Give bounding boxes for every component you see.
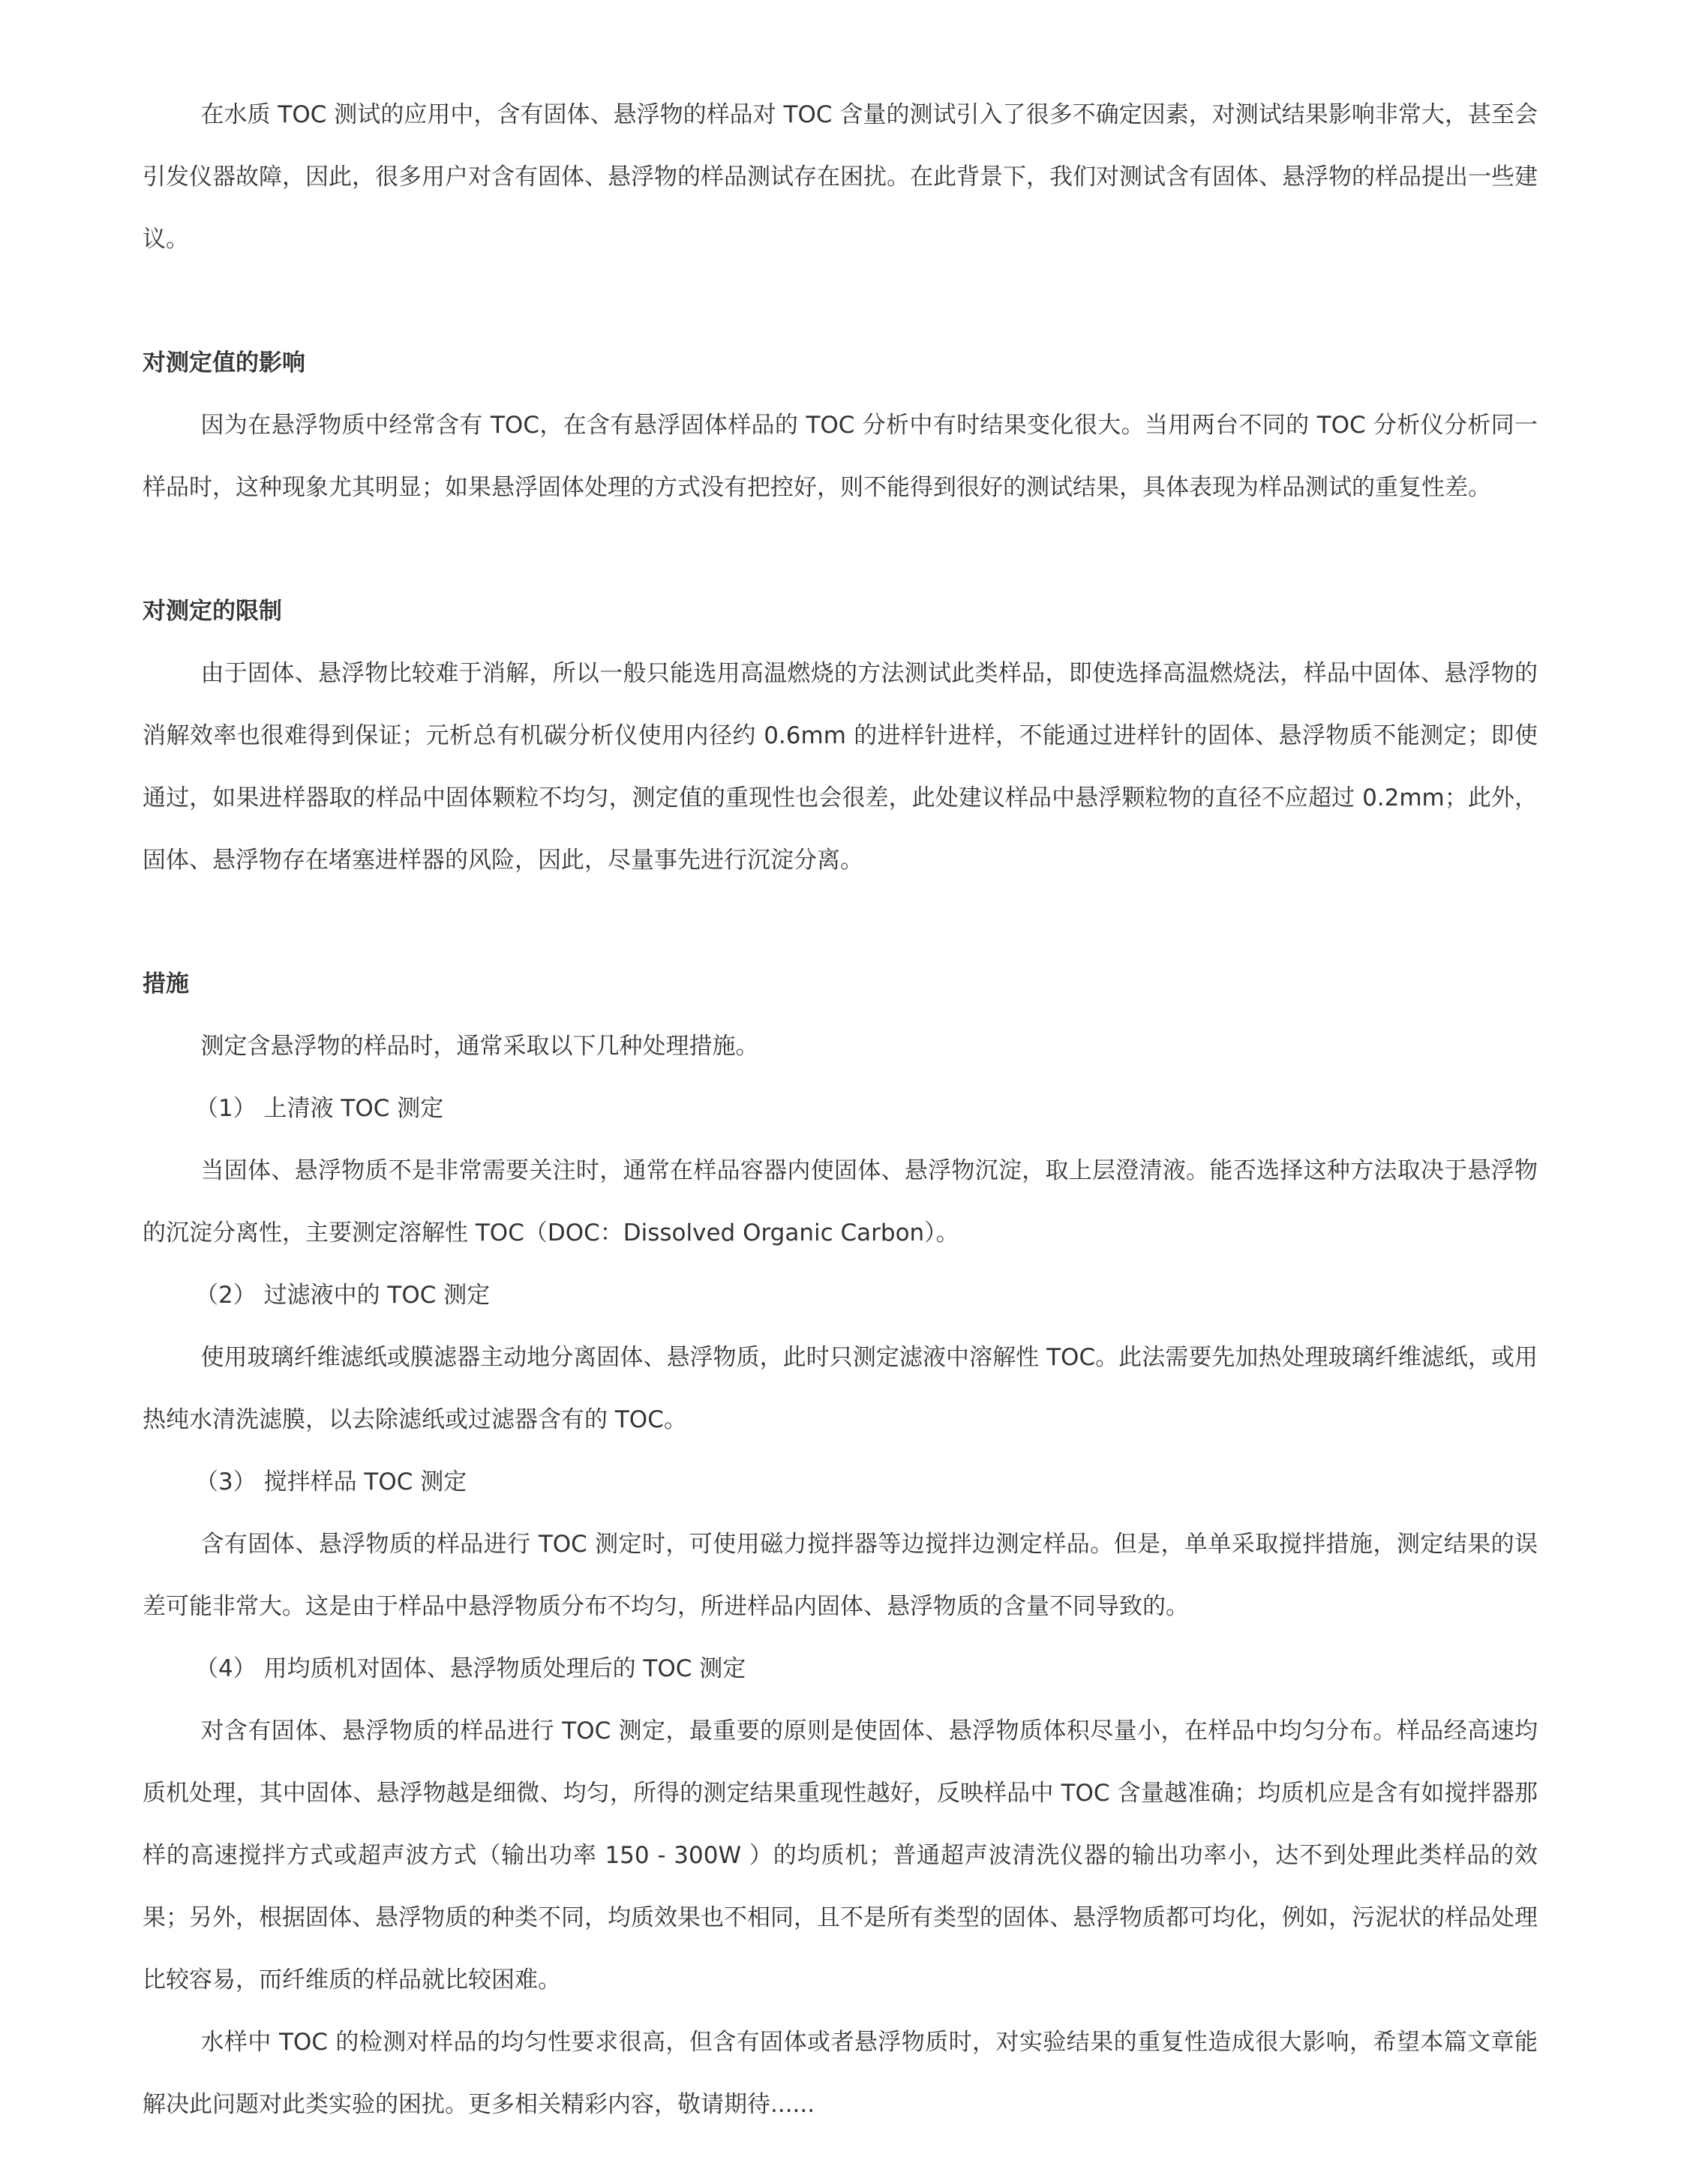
measure-item-body-2: 使用玻璃纤维滤纸或膜滤器主动地分离固体、悬浮物质，此时只测定滤液中溶解性 TOC。此法需要先加热处理玻璃纤维滤纸，或用热纯水清洗滤膜，以去除滤纸或过滤器含有的 TOC。 — [143, 1344, 1538, 1433]
measure-item-body-1: 当固体、悬浮物质不是非常需要关注时，通常在样品容器内使固体、悬浮物沉淀，取上层澄清液。能否选择这种方法取决于悬浮物的沉淀分离性，主要测定溶解性 TOC（DOC：Dissolved Organic Carbon）。 — [143, 1157, 1538, 1246]
conclusion-paragraph: 水样中 TOC 的检测对样品的均匀性要求很高，但含有固体或者悬浮物质时，对实验结果的重复性造成很大影响，希望本篇文章能解决此问题对此类实验的困扰。更多相关精彩内容，敬请期待...... — [143, 2029, 1538, 2118]
section-heading-effect: 对测定值的影响 — [143, 350, 305, 376]
measure-item-title-2: （2） 过滤液中的 TOC 测定 — [195, 1282, 491, 1309]
section-paragraph-effect: 因为在悬浮物质中经常含有 TOC，在含有悬浮固体样品的 TOC 分析中有时结果变化很大。当用两台不同的 TOC 分析仪分析同一样品时，这种现象尤其明显；如果悬浮固体处理的方式没有把控好，则不能得到很好的测试结果，具体表现为样品测试的重复性差。 — [143, 412, 1538, 501]
measure-item-title-3: （3） 搅拌样品 TOC 测定 — [195, 1468, 467, 1496]
section-heading-measures: 措施 — [143, 970, 189, 998]
spacer — [143, 892, 1538, 953]
section-heading-limits: 对测定的限制 — [143, 598, 282, 625]
section-paragraph-limits: 由于固体、悬浮物比较难于消解，所以一般只能选用高温燃烧的方法测试此类样品，即使选择高温燃烧法，样品中固体、悬浮物的消解效率也很难得到保证；元析总有机碳分析仪使用内径约 0.6mm 的进样针进样，不能通过进样针的固体、悬浮物质不能测定；即使通过，如果进样器取的样品中固体颗粒不均匀，测定值的重现性也会很差，此处建议样品中悬浮颗粒物的直径不应超过 0.2mm；此外，固体、悬浮物存在堵塞进样器的风险，因此，尽量事先进行沉淀分离。 — [143, 660, 1538, 874]
measure-item-title-4: （4） 用均质机对固体、悬浮物质处理后的 TOC 测定 — [195, 1655, 746, 1682]
spacer — [143, 519, 1538, 580]
measures-intro: 测定含悬浮物的样品时，通常采取以下几种处理措施。 — [200, 1033, 759, 1060]
article — [143, 84, 1538, 2136]
measure-item-body-4: 对含有固体、悬浮物质的样品进行 TOC 测定，最重要的原则是使固体、悬浮物质体积尽量小，在样品中均匀分布。样品经高速均质机处理，其中固体、悬浮物越是细微、均匀，所得的测定结果重现性越好，反映样品中 TOC 含量越准确；均质机应是含有如搅拌器那样的高速搅拌方式或超声波方式（输出功率 150 - 300W ）的均质机；普通超声波清洗仪器的输出功率小，达不到处理此类样品的效果；另外，根据固体、悬浮物质的种类不同，均质效果也不相同，且不是所有类型的固体、悬浮物质都可均化，例如，污泥状的样品处理比较容易，而纤维质的样品就比较困难。 — [143, 1718, 1538, 1994]
measure-item-body-3: 含有固体、悬浮物质的样品进行 TOC 测定时，可使用磁力搅拌器等边搅拌边测定样品。但是，单单采取搅拌措施，测定结果的误差可能非常大。这是由于样品中悬浮物质分布不均匀，所进样品内固体、悬浮物质的含量不同导致的。 — [143, 1531, 1538, 1620]
measure-item-title-1: （1） 上清液 TOC 测定 — [195, 1095, 444, 1122]
spacer — [143, 271, 1538, 332]
intro-paragraph: 在水质 TOC 测试的应用中，含有固体、悬浮物的样品对 TOC 含量的测试引入了很多不确定因素，对测试结果影响非常大，甚至会引发仪器故障，因此，很多用户对含有固体、悬浮物的样品测试存在困扰。在此背景下，我们对测试含有固体、悬浮物的样品提出一些建议。 — [143, 101, 1538, 253]
